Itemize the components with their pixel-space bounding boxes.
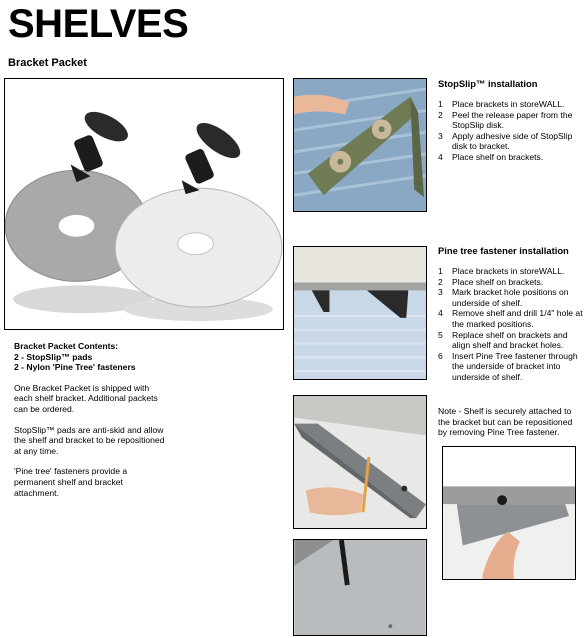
pinetree-drill-photo xyxy=(293,539,427,636)
stopslip-step: 4 Place shelf on brackets. xyxy=(438,151,544,162)
page-title: SHELVES xyxy=(8,2,189,46)
contents-line: 2 - StopSlip™ pads xyxy=(14,351,93,362)
contents-line: 2 - Nylon 'Pine Tree' fasteners xyxy=(14,362,136,373)
stopslip-instructions xyxy=(438,78,583,163)
page-subtitle: Bracket Packet xyxy=(8,57,87,69)
pinetree-insert-photo xyxy=(442,446,576,580)
pinetree-step: 3 Mark bracket hole positions on underside of shelf. xyxy=(438,287,569,308)
pinetree-step: 5 Replace shelf on brackets and align shelf and bracket holes. xyxy=(438,329,568,351)
stopslip-step: 1 Place brackets in storeWALL. xyxy=(438,99,565,109)
pinetree-note: Note - Shelf is securely attached to the bracket but can be repositioned by removing Pine Tree fastener. xyxy=(438,406,573,438)
contents-paragraph: 'Pine tree' fasteners provide a permanent shelf and bracket attachment. xyxy=(14,466,128,498)
stopslip-heading: StopSlip™ installation xyxy=(438,78,538,89)
pinetree-instructions xyxy=(438,245,583,383)
stopslip-steps xyxy=(438,99,583,163)
stopslip-bracket-photo xyxy=(293,78,427,212)
pinetree-step: 1 Place brackets in storeWALL. xyxy=(438,266,565,276)
pinetree-heading: Pine tree fastener installation xyxy=(438,245,569,256)
bracket-packet-photo xyxy=(4,78,284,330)
pinetree-shelf-photo xyxy=(293,246,427,380)
stopslip-step: 3 Apply adhesive side of StopSlip disk to bracket. xyxy=(438,130,573,152)
contents-heading: Bracket Packet Contents: xyxy=(14,341,119,351)
pinetree-step: 6 Insert Pine Tree fastener through the underside of bracket into underside of shelf. xyxy=(438,350,578,382)
pinetree-mark-photo xyxy=(293,395,427,529)
pinetree-step: 2 Place shelf on brackets. xyxy=(438,276,544,287)
stopslip-step: 2 Peel the release paper from the StopSlip disk. xyxy=(438,109,573,131)
pinetree-step: 4 Remove shelf and drill 1/4" hole at the marked positions. xyxy=(438,308,583,329)
contents-paragraph: One Bracket Packet is shipped with each shelf bracket. Additional packets can be ordered. xyxy=(14,382,158,414)
contents-paragraph: StopSlip™ pads are anti-skid and allow the shelf and bracket to be repositioned at any time. xyxy=(14,424,165,456)
pinetree-steps xyxy=(438,266,583,383)
packet-contents xyxy=(14,341,166,498)
